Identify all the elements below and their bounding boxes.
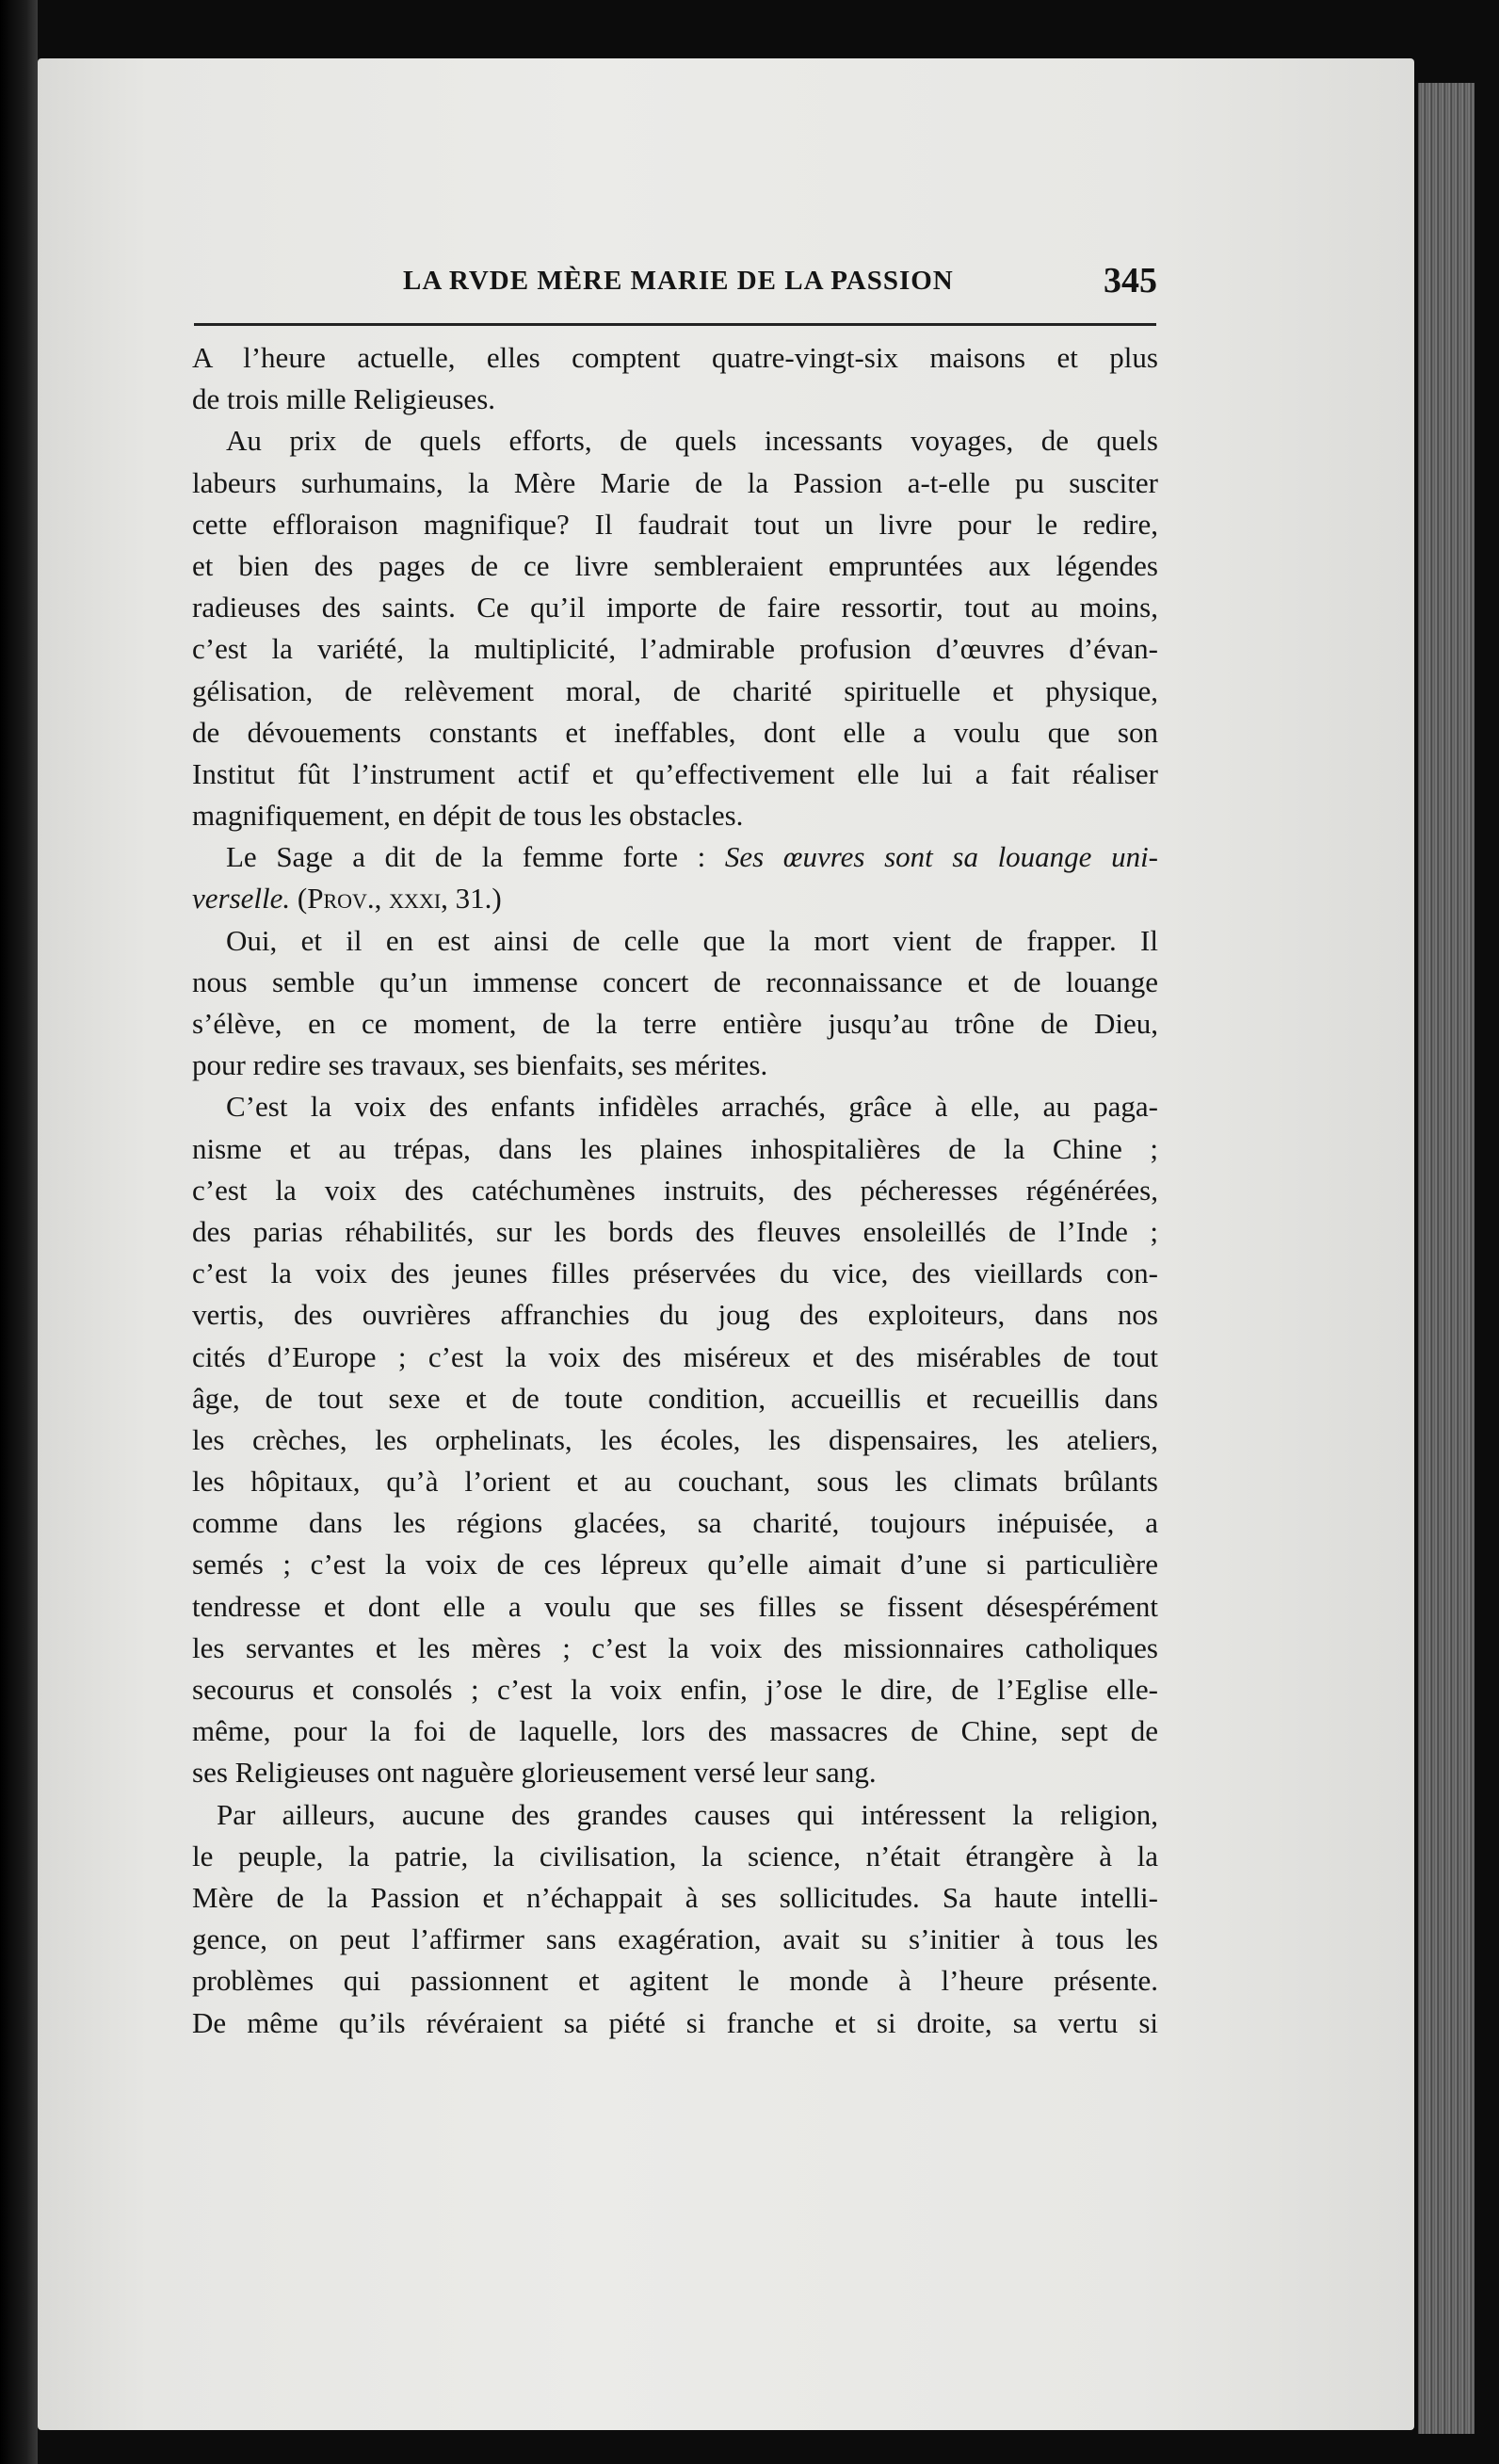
text-line: âge, de tout sexe et de toute condition, accueillis et recueillis dans [192,1381,1158,1415]
text-line: c’est la voix des jeunes filles préservées du vice, des vieillards con- [192,1256,1158,1290]
text-line: Mère de la Passion et n’échappait à ses sollicitudes. Sa haute intelli- [192,1880,1158,1914]
text-line: Institut fût l’instrument actif et qu’effectivement elle lui a fait réaliser [192,756,1158,790]
text-line: Par ailleurs, aucune des grandes causes qui intéressent la religion, [217,1797,1158,1831]
text-line [192,836,1158,878]
reference-open: ( [290,882,308,916]
text-line: secourus et consolés ; c’est la voix enfin, j’ose le dire, de l’Eglise elle- [192,1673,1158,1706]
text-line: problèmes qui passionnent et agitent le monde à l’heure présente. [192,1964,1158,1998]
text-line: pour redire ses travaux, ses bienfaits, ses mérites. [192,1048,768,1082]
reference-book: Prov. [307,882,375,916]
body-text [192,337,1158,2044]
text-line: nisme et au trépas, dans les plaines inhospitalières de la Chine ; [192,1131,1158,1165]
text-line: cités d’Europe ; c’est la voix des miséreux et des misérables de tout [192,1339,1158,1373]
page-header [403,261,1157,307]
header-rule [194,323,1156,326]
text-line: c’est la voix des catéchumènes instruits, des pécheresses régénérées, [192,1173,1158,1207]
text-line: de dévouements constants et ineffables, dont elle a voulu que son [192,715,1158,749]
text-line: même, pour la foi de laquelle, lors des massacres de Chine, sept de [192,1714,1158,1748]
page-number: 345 [1104,261,1157,300]
text-line: des parias réhabilités, sur les bords des fleuves ensoleillés de l’Inde ; [192,1214,1158,1248]
text-line: semés ; c’est la voix de ces lépreux qu’elle aimait d’une si particulière [192,1548,1158,1581]
text-line: les servantes et les mères ; c’est la voix des missionnaires catholiques [192,1630,1158,1664]
quote-italic-end: verselle. [192,882,291,916]
text-line: et bien des pages de ce livre sembleraient empruntées aux légendes [192,548,1158,582]
running-head: LA RVDE MÈRE MARIE DE LA PASSION [403,266,954,296]
text-line: magnifiquement, en dépit de tous les obstacles. [192,799,744,833]
text-line: De même qu’ils révéraient sa piété si franche et si droite, sa vertu si [192,2005,1158,2039]
text-line: tendresse et dont elle a voulu que ses filles se fissent désespérément [192,1589,1158,1623]
text-line: labeurs surhumains, la Mère Marie de la Passion a-t-elle pu susciter [192,465,1158,499]
text-line: radieuses des saints. Ce qu’il importe de faire ressortir, tout au moins, [192,591,1158,624]
text-line: les crèches, les orphelinats, les écoles, les dispensaires, les ateliers, [192,1422,1158,1456]
quote-italic: Ses œuvres sont sa louange uni- [724,840,1159,874]
text-line [192,878,1158,919]
text-line: Au prix de quels efforts, de quels incessants voyages, de quels [226,424,1158,458]
text-line: de trois mille Religieuses. [192,382,496,416]
book-spine-shadow [0,0,38,2464]
text-line: vertis, des ouvrières affranchies du joug des exploiteurs, dans nos [192,1298,1158,1332]
text-line: nous semble qu’un immense concert de reconnaissance et de louange [192,965,1158,998]
text-line: les hôpitaux, qu’à l’orient et au couchant, sous les climats brûlants [192,1465,1158,1499]
text-line: s’élève, en ce moment, de la terre entière jusqu’au trône de Dieu, [192,1007,1158,1040]
text-line: ses Religieuses ont naguère glorieusement versé leur sang. [192,1756,877,1790]
text-line: C’est la voix des enfants infidèles arrachés, grâce à elle, au paga- [226,1090,1158,1124]
text-line: comme dans les régions glacées, sa charité, toujours inépuisée, a [192,1506,1158,1540]
reference-chapter: , xxxi, 31.) [374,882,502,916]
page-edges [1418,83,1475,2434]
text-line: gence, on peut l’affirmer sans exagération, avait su s’initier à tous les [192,1922,1158,1956]
text-line: gélisation, de relèvement moral, de charité spirituelle et physique, [192,673,1158,707]
text-line: cette effloraison magnifique? Il faudrait tout un livre pour le redire, [192,507,1158,541]
text-line: Oui, et il en est ainsi de celle que la mort vient de frapper. Il [226,923,1158,957]
text-line: c’est la variété, la multiplicité, l’admirable profusion d’œuvres d’évan- [192,632,1158,666]
quote-intro: Le Sage a dit de la femme forte : [226,840,725,874]
text-line: A l’heure actuelle, elles comptent quatre-vingt-six maisons et plus [192,341,1158,374]
text-line: le peuple, la patrie, la civilisation, la science, n’était étrangère à la [192,1839,1158,1872]
